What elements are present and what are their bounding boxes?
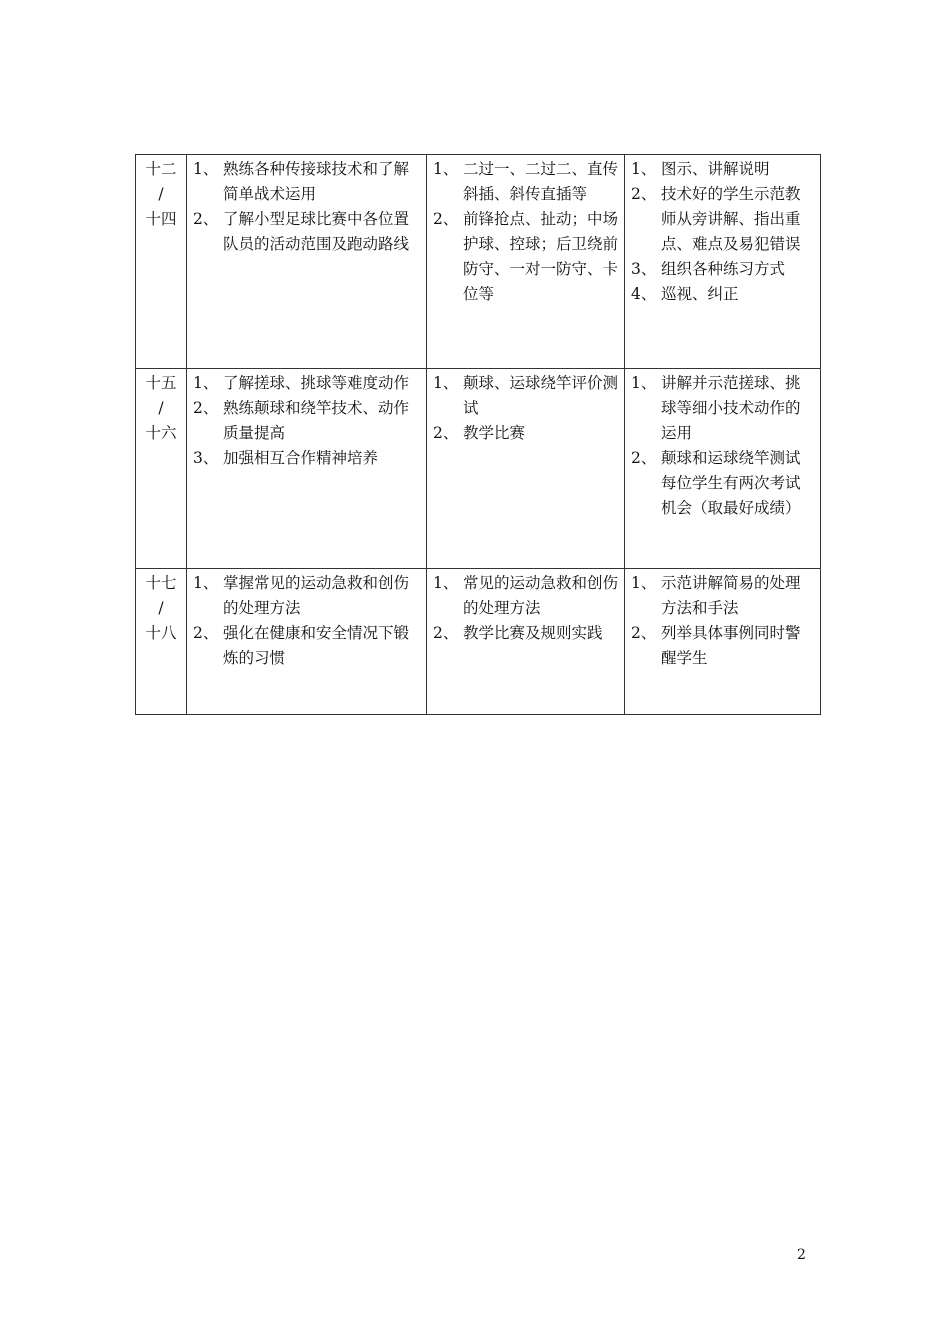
item-number: 1、 — [193, 574, 219, 592]
item-text: 讲解并示范搓球、挑球等细小技术动作的运用 — [661, 374, 801, 442]
page-number: 2 — [797, 1247, 806, 1263]
item-number: 2、 — [433, 210, 459, 228]
item-number: 1、 — [433, 574, 459, 592]
item-number: 2、 — [631, 185, 657, 203]
item-number: 2、 — [433, 424, 459, 442]
item-text: 强化在健康和安全情况下锻炼的习惯 — [223, 624, 410, 667]
item-number: 2、 — [631, 449, 657, 467]
list-item — [433, 421, 618, 446]
list-item — [193, 157, 420, 207]
list-item — [631, 371, 814, 446]
list-item — [631, 621, 814, 671]
table-row — [136, 569, 821, 715]
goals-cell — [187, 155, 427, 369]
item-text: 巡视、纠正 — [661, 285, 739, 303]
week-separator: / — [158, 599, 164, 617]
item-text: 掌握常见的运动急救和创伤的处理方法 — [223, 574, 410, 617]
week-separator: / — [158, 185, 164, 203]
item-text: 熟练各种传接球技术和了解简单战术运用 — [223, 160, 410, 203]
item-text: 列举具体事例同时警醒学生 — [661, 624, 801, 667]
list-item — [433, 571, 618, 621]
week-start: 十七 — [145, 574, 177, 592]
methods-cell — [625, 155, 821, 369]
item-text: 颠球、运球绕竿评价测试 — [463, 374, 619, 417]
list-item — [193, 371, 420, 396]
item-number: 2、 — [193, 210, 219, 228]
content-cell — [427, 155, 625, 369]
item-text: 加强相互合作精神培养 — [223, 449, 379, 467]
item-text: 图示、讲解说明 — [661, 160, 770, 178]
item-text: 了解小型足球比赛中各位置队员的活动范围及跑动路线 — [223, 210, 410, 253]
list-item — [193, 396, 420, 446]
item-number: 2、 — [631, 624, 657, 642]
item-number: 2、 — [433, 624, 459, 642]
item-number: 3、 — [193, 449, 219, 467]
list-item — [193, 621, 420, 671]
item-text: 二过一、二过二、直传斜插、斜传直插等 — [463, 160, 619, 203]
item-text: 示范讲解简易的处理方法和手法 — [661, 574, 801, 617]
item-number: 3、 — [631, 260, 657, 278]
goals-cell — [187, 369, 427, 569]
item-text: 常见的运动急救和创伤的处理方法 — [463, 574, 619, 617]
item-number: 1、 — [433, 160, 459, 178]
methods-cell — [625, 369, 821, 569]
week-end: 十六 — [145, 424, 177, 442]
item-number: 1、 — [631, 160, 657, 178]
list-item — [631, 182, 814, 257]
item-text: 教学比赛及规则实践 — [463, 624, 603, 642]
table-row — [136, 369, 821, 569]
item-text: 熟练颠球和绕竿技术、动作质量提高 — [223, 399, 410, 442]
week-start: 十五 — [145, 374, 177, 392]
item-number: 1、 — [193, 160, 219, 178]
item-number: 1、 — [193, 374, 219, 392]
item-text: 颠球和运球绕竿测试每位学生有两次考试机会（取最好成绩） — [661, 449, 801, 517]
item-text: 前锋抢点、扯动；中场护球、控球；后卫绕前防守、一对一防守、卡位等 — [463, 210, 619, 303]
list-item — [433, 621, 618, 646]
item-number: 1、 — [433, 374, 459, 392]
list-item — [193, 207, 420, 257]
item-text: 教学比赛 — [463, 424, 526, 442]
item-number: 1、 — [631, 374, 657, 392]
item-text: 组织各种练习方式 — [661, 260, 786, 278]
list-item — [433, 371, 618, 421]
week-start: 十二 — [145, 160, 177, 178]
item-text: 了解搓球、挑球等难度动作 — [223, 374, 410, 392]
week-cell — [136, 569, 187, 715]
week-separator: / — [158, 399, 164, 417]
methods-cell — [625, 569, 821, 715]
list-item — [631, 157, 814, 182]
content-cell — [427, 369, 625, 569]
list-item — [631, 571, 814, 621]
item-number: 2、 — [193, 624, 219, 642]
list-item — [433, 207, 618, 307]
list-item — [193, 571, 420, 621]
list-item — [631, 257, 814, 282]
teaching-plan-table — [135, 154, 821, 715]
list-item — [631, 446, 814, 521]
list-item — [193, 446, 420, 471]
week-end: 十四 — [145, 210, 177, 228]
list-item — [433, 157, 618, 207]
item-number: 1、 — [631, 574, 657, 592]
list-item — [631, 282, 814, 307]
content-cell — [427, 569, 625, 715]
week-cell — [136, 369, 187, 569]
item-number: 2、 — [193, 399, 219, 417]
table-row — [136, 155, 821, 369]
week-end: 十八 — [145, 624, 177, 642]
week-cell — [136, 155, 187, 369]
item-text: 技术好的学生示范教师从旁讲解、指出重点、难点及易犯错误 — [661, 185, 801, 253]
item-number: 4、 — [631, 285, 657, 303]
goals-cell — [187, 569, 427, 715]
